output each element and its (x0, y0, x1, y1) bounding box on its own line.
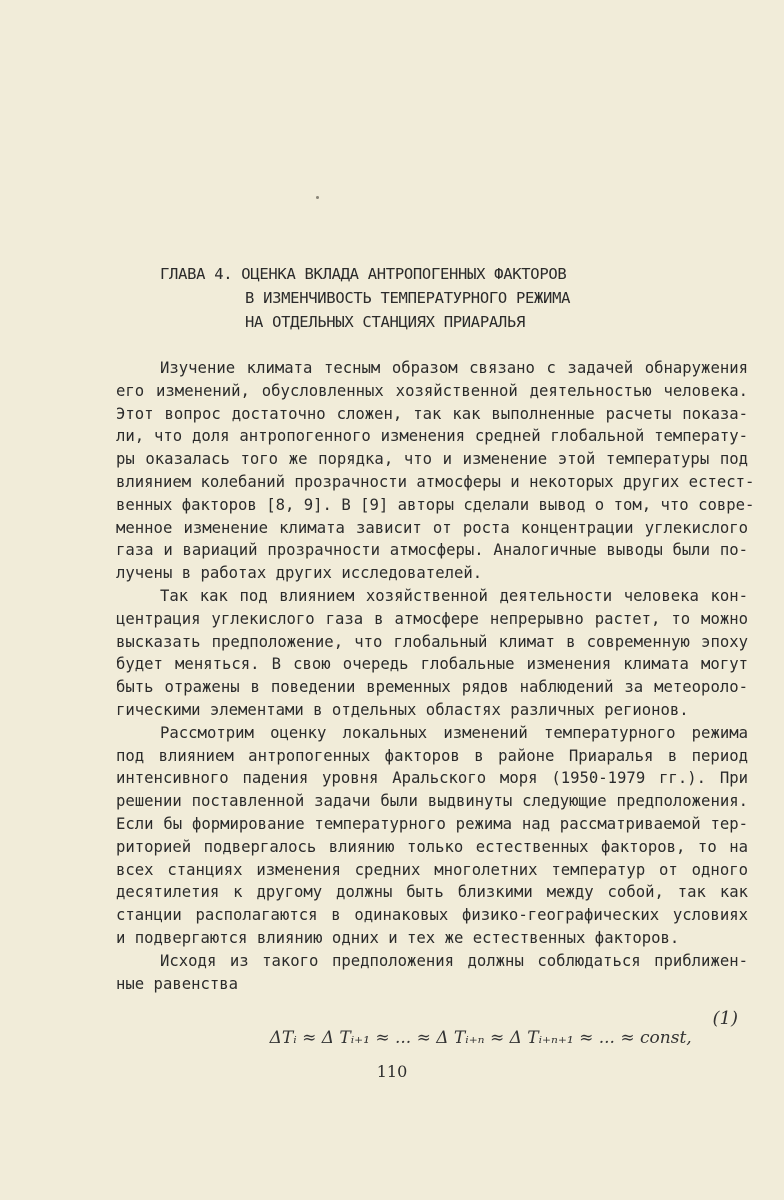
text-line: газа и вариаций прозрачности атмосферы. Аналогичные выводы были по- (116, 541, 748, 560)
text-line: менное изменение климата зависит от роста концентрации углекислого (116, 518, 748, 537)
text-line: Рассмотрим оценку локальных изменений температурного режима (160, 723, 748, 742)
text-line: будет меняться. В свою очередь глобальные изменения климата могут (116, 655, 748, 674)
text-line: ные равенства (116, 974, 239, 993)
text-line: центрация углекислого газа в атмосфере непрерывно растет, то можно (116, 609, 748, 628)
text-line: и подвергаются влиянию одних и тех же естественных факторов. (116, 928, 680, 947)
text-line: десятилетия к другому должны быть близкими между собой, так как (116, 883, 748, 902)
text-line: станции располагаются в одинаковых физико-географических условиях (116, 906, 748, 925)
paper-speck (316, 196, 319, 199)
heading-line-1: ГЛАВА 4. ОЦЕНКА ВКЛАДА АНТРОПОГЕННЫХ ФАКТОРОВ (160, 265, 567, 283)
equation-expression: ΔTᵢ ≈ Δ Tᵢ₊₁ ≈ ... ≈ Δ Tᵢ₊ₙ ≈ Δ Tᵢ₊ₙ₊₁ ≈ ... ≈ const, (269, 1028, 692, 1048)
text-line: влиянием колебаний прозрачности атмосферы и некоторых других естест- (116, 472, 755, 491)
text-line: Изучение климата тесным образом связано с задачей обнаружения (160, 359, 748, 377)
text-line: под влиянием антропогенных факторов в районе Приаралья в период (116, 746, 748, 765)
text-line: лучены в работах других исследователей. (116, 564, 483, 583)
text-line: Исходя из такого предположения должны соблюдаться приближен- (160, 951, 748, 970)
text-line: Так как под влиянием хозяйственной деятельности человека кон- (160, 586, 748, 605)
heading-line-3: НА ОТДЕЛЬНЫХ СТАНЦИЯХ ПРИАРАЛЬЯ (245, 313, 525, 331)
body-text (116, 357, 755, 995)
text-line: ли, что доля антропогенного изменения средней глобальной температу- (116, 427, 748, 446)
text-line: высказать предположение, что глобальный климат в современную эпоху (116, 632, 748, 651)
text-line: Если бы формирование температурного режима над рассматриваемой тер- (116, 814, 748, 833)
text-line: ры оказалась того же порядка, что и изменение этой температуры под (116, 450, 748, 469)
equation-number: (1) (712, 1008, 738, 1029)
text-line: риторией подвергалось влиянию только естественных факторов, то на (116, 837, 748, 856)
text-line: гическими элементами в отдельных областях различных регионов. (116, 700, 689, 719)
page-number: 110 (376, 1062, 408, 1081)
chapter-heading (0, 0, 784, 331)
text-line: Этот вопрос достаточно сложен, так как выполненные расчеты показа- (116, 404, 748, 423)
text-line: всех станциях изменения средних многолетних температур от одного (116, 860, 748, 879)
text-line: интенсивного падения уровня Аральского моря (1950-1979 гг.). При (116, 769, 748, 788)
text-line: решении поставленной задачи были выдвинуты следующие предположения. (116, 792, 748, 811)
text-line: венных факторов [8, 9]. В [9] авторы сделали вывод о том, что совре- (116, 495, 755, 514)
text-line: быть отражены в поведении временных рядов наблюдений за метеороло- (116, 678, 748, 697)
heading-line-2: В ИЗМЕНЧИВОСТЬ ТЕМПЕРАТУРНОГО РЕЖИМА (245, 289, 571, 307)
text-line: его изменений, обусловленных хозяйственной деятельностью человека. (116, 381, 748, 400)
